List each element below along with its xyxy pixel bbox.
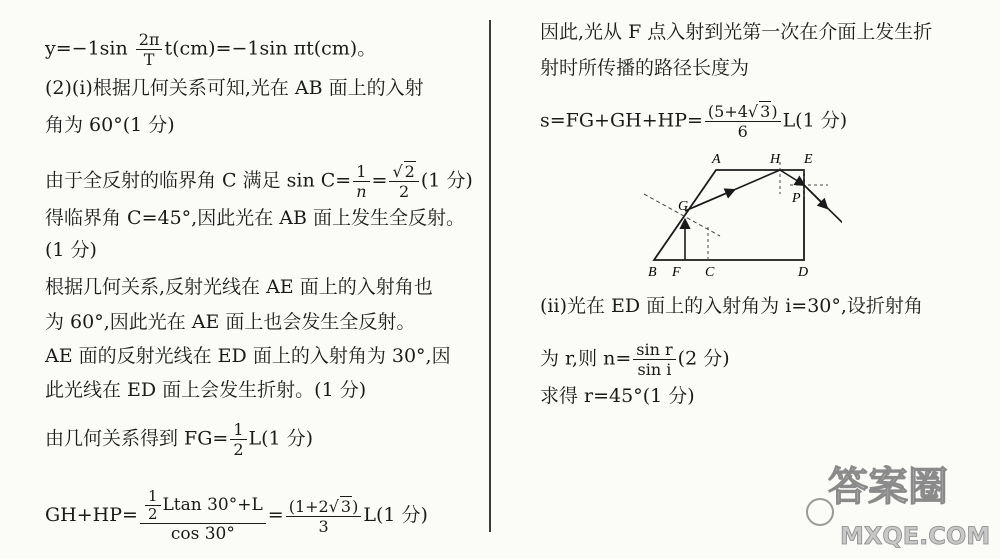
label-P: P xyxy=(792,191,801,206)
fraction: $\frac{1}{2}$ Ltan 30°+L cos 30° xyxy=(140,488,266,544)
eq-text: GH+HP= xyxy=(45,504,138,526)
text-line-6: (1 分) xyxy=(45,239,97,261)
eq-text: (2 分) xyxy=(677,347,730,370)
eq-text: s=FG+GH+HP= xyxy=(540,109,703,132)
text-line-r6: 求得 r=45°(1 分) xyxy=(540,385,695,407)
eq-text: L(1 分) xyxy=(782,109,848,132)
fraction: $\frac{1}{2}$ xyxy=(230,420,246,459)
label-B: B xyxy=(648,265,657,280)
text-line-7: 根据几何关系,反射光线在 AE 面上的入射角也 xyxy=(45,276,433,298)
text-line-r1: 因此,光从 F 点入射到光第一次在介面上发生折 xyxy=(540,21,933,43)
fraction: $\frac{√ 2}{2}$ xyxy=(389,162,418,201)
watermark-url: MXQE.COM xyxy=(840,522,991,550)
text-line-3: 角为 60°(1 分) xyxy=(45,114,175,136)
fraction: $\frac{(5+4√ 3)}{6}$ xyxy=(705,102,781,141)
eq-text: y=−1sin xyxy=(45,37,134,60)
eq-text: (1 分) xyxy=(420,169,473,192)
label-D: D xyxy=(798,265,809,280)
fraction: $\frac{1}{n}$ xyxy=(353,162,369,201)
eq-line-r5 xyxy=(540,340,730,379)
watermark-title: 答案圈 xyxy=(828,464,948,510)
text-line-2: (2)(ⅰ)根据几何关系可知,光在 AB 面上的入射 xyxy=(45,77,424,99)
label-F: F xyxy=(672,265,681,280)
fraction: $\frac{2\pi}{T}$ xyxy=(136,30,163,69)
label-A: A xyxy=(712,152,721,167)
eq-line-1 xyxy=(45,30,376,69)
eq-line-4: 由于全反射的临界角 C 满足 sin C= $\frac{1}{n}$ = $\frac{√ 2}{2}$ (1 分) xyxy=(45,162,473,201)
prism-outline xyxy=(654,170,804,260)
ray-out xyxy=(804,185,842,234)
optics-diagram xyxy=(632,148,842,283)
watermark-logo xyxy=(800,440,995,555)
text-line-10: 此光线在 ED 面上会发生折射。(1 分) xyxy=(45,379,367,401)
watermark-image xyxy=(800,440,995,555)
label-H: H xyxy=(770,152,781,167)
fraction: $\frac{\text{sin r}}{\text{sin i}}$ xyxy=(633,340,675,379)
column-divider xyxy=(489,20,491,532)
text-line-8: 为 60°,因此光在 AE 面上也会发生全反射。 xyxy=(45,311,416,333)
eq-text: L(1 分) xyxy=(363,504,428,526)
label-C: C xyxy=(705,265,715,280)
eq-text: 由于全反射的临界角 C 满足 sin C= xyxy=(45,169,352,192)
ray-HP xyxy=(780,170,804,185)
eq-line-r3 xyxy=(540,102,847,141)
ray-out-arrow xyxy=(807,188,827,208)
eq-line-12: GH+HP= $\frac{1}{2}$ Ltan 30°+L cos 30° = $\frac{(1+2√ 3)}{3}$ L(1 分) xyxy=(45,487,428,544)
label-E: E xyxy=(804,152,813,167)
label-G: G xyxy=(678,199,689,214)
eq-text: 由几何关系得到 FG= xyxy=(45,427,229,450)
eq-line-11 xyxy=(45,420,313,459)
eq-text: 为 r,则 n= xyxy=(540,347,632,370)
text-line-r4: (ⅱ)光在 ED 面上的入射角为 i=30°,设折射角 xyxy=(540,295,923,317)
eq-text: L(1 分) xyxy=(248,427,314,450)
fraction: $\frac{(1+2√ 3)}{3}$ xyxy=(286,497,362,536)
text-line-9: AE 面的反射光线在 ED 面上的入射角为 30°,因 xyxy=(45,345,451,367)
eq-text: t(cm)=−1sin πt(cm)。 xyxy=(164,37,377,60)
prism-figure xyxy=(632,148,842,283)
text-line-5: 得临界角 C=45°,因此光在 AB 面上发生全反射。 xyxy=(45,207,465,229)
text-line-r2: 射时所传播的路径长度为 xyxy=(540,57,750,79)
